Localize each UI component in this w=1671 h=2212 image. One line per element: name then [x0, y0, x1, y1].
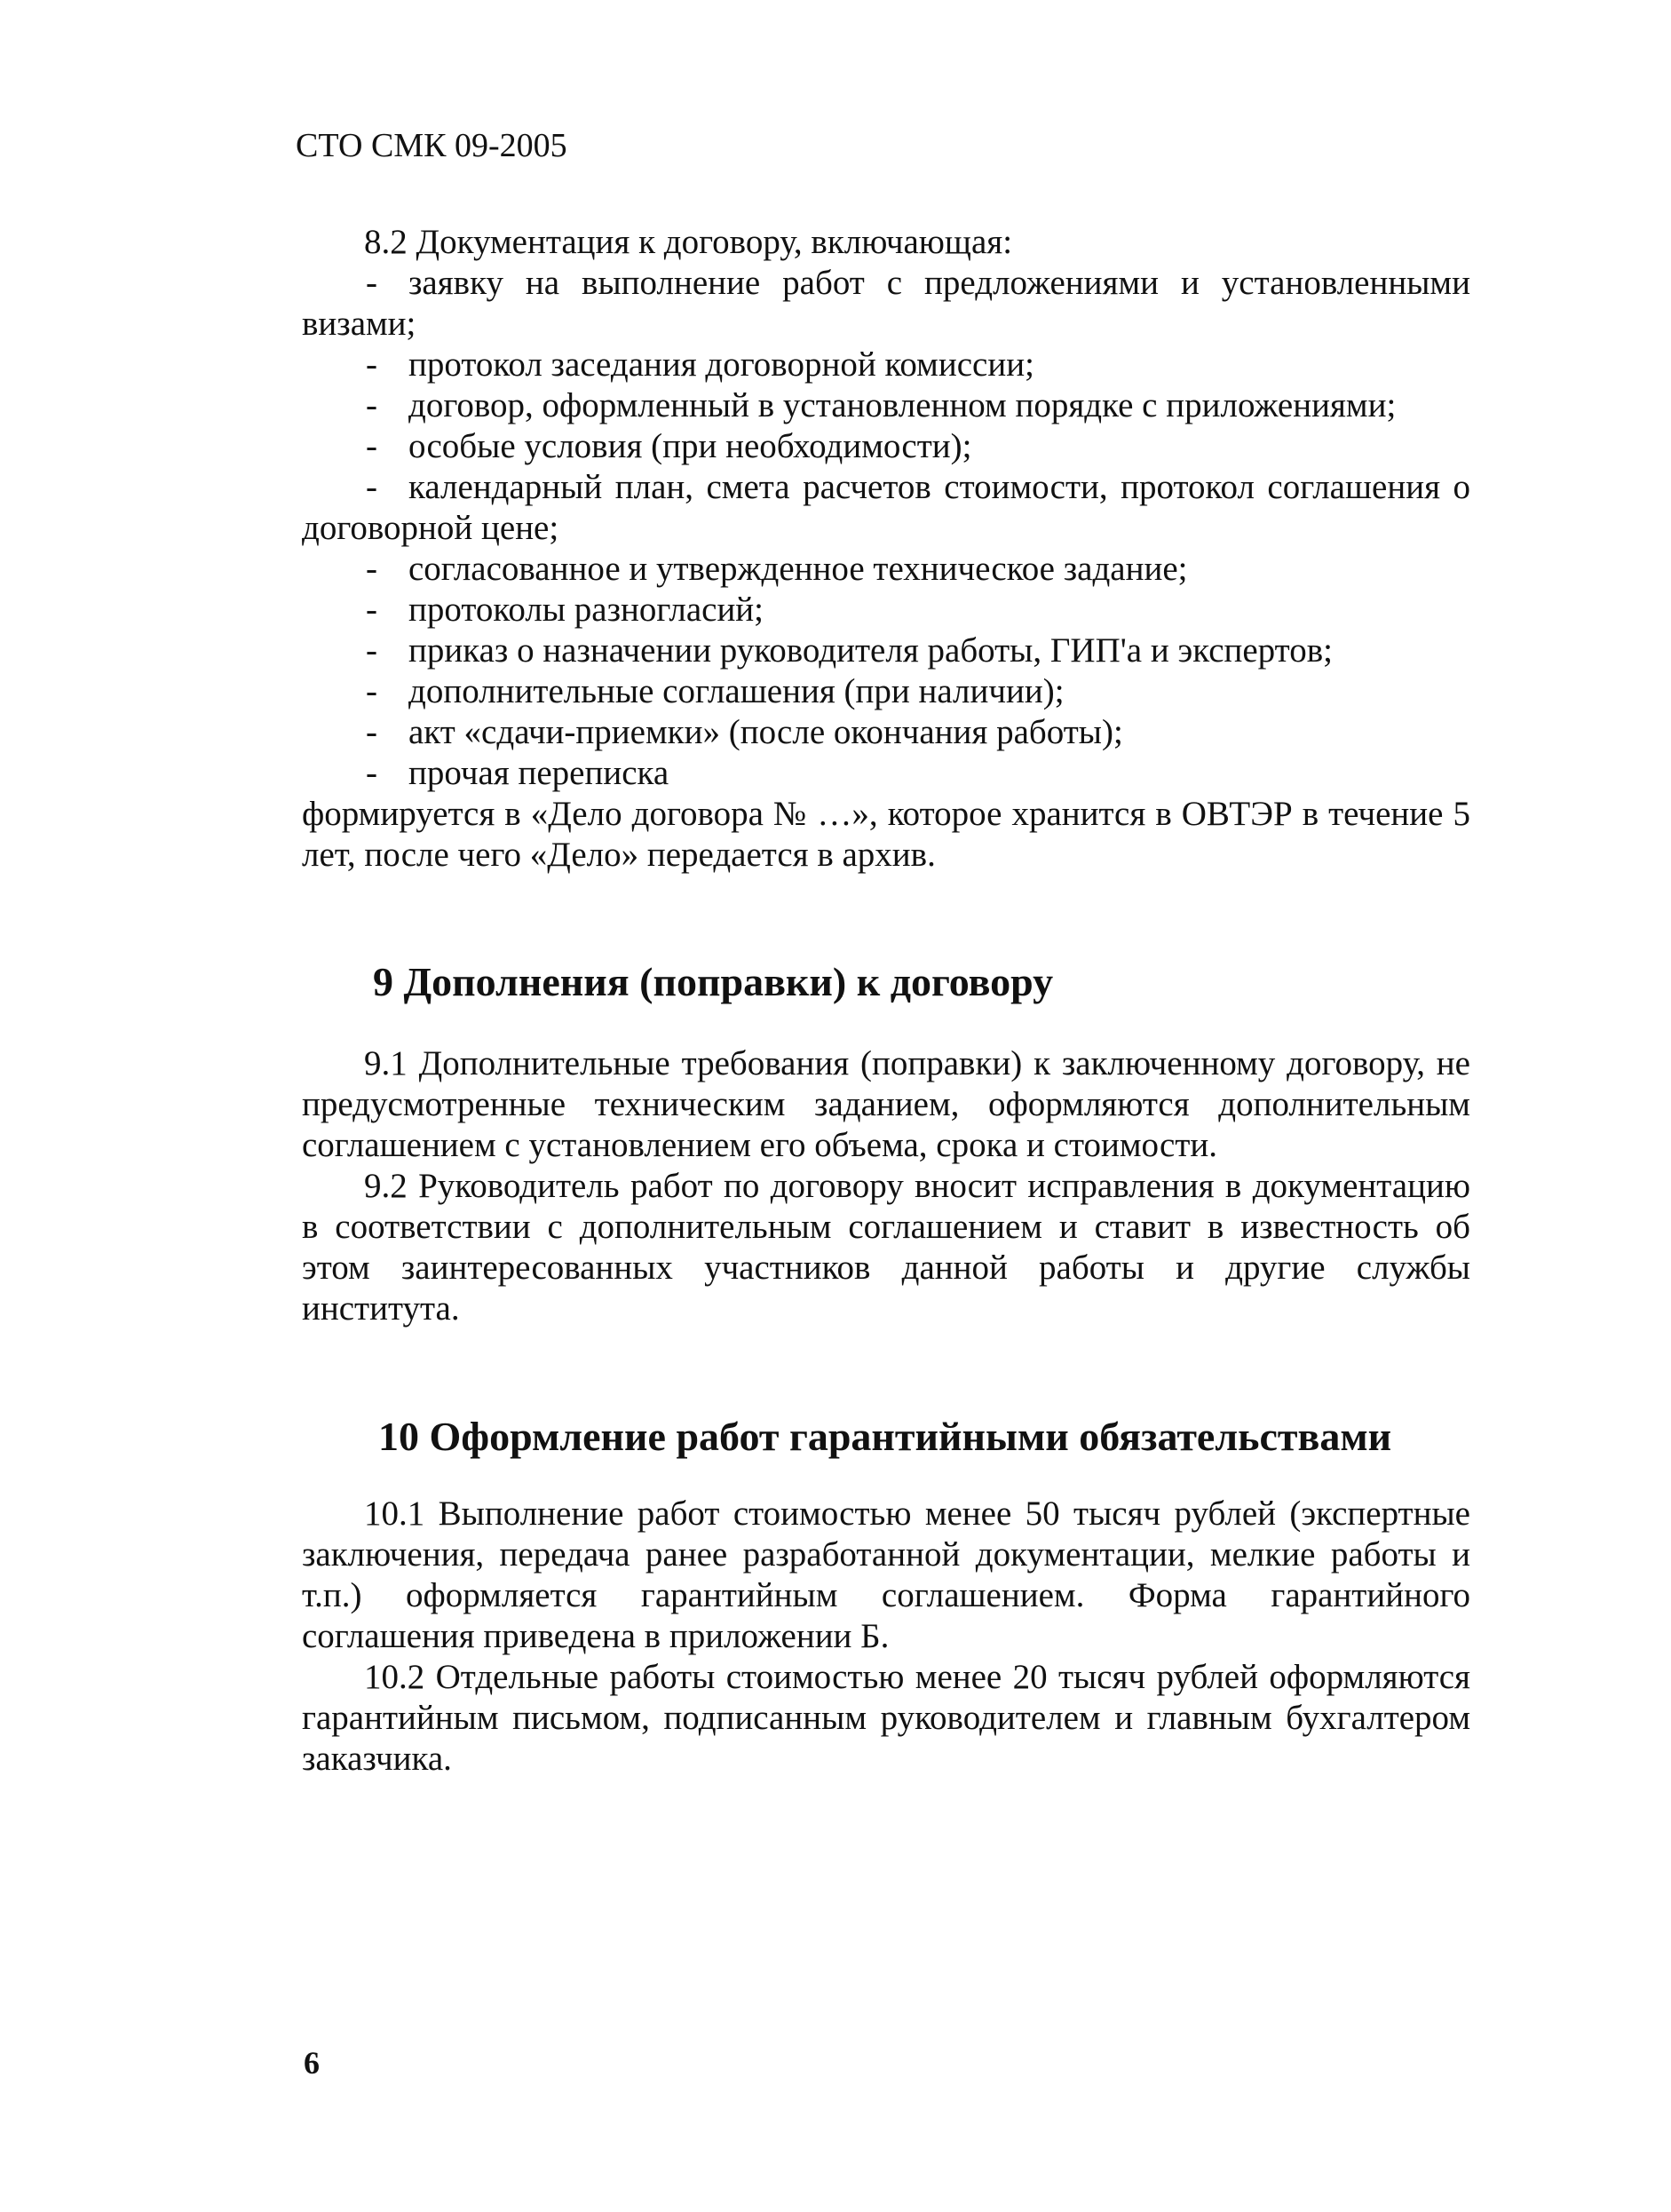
list-item: - прочая переписка: [366, 754, 669, 792]
list-dash: -: [366, 672, 377, 710]
document-code: СТО СМК 09-2005: [296, 127, 567, 164]
list-dash: -: [366, 345, 377, 384]
section-10-body: [302, 1494, 1470, 1780]
list-item: - приказ о назначении руководителя работы, ГИП'а и экспертов;: [366, 631, 1333, 670]
section-8-2-closing: формируется в «Дело договора № …», которое хранится в ОВТЭР в течение 5 лет, после чего «Дело» передается в архив.: [302, 795, 1470, 874]
list-dash: -: [366, 591, 377, 629]
section-9-1: 9.1 Дополнительные требования (поправки) к заключенному договору, не предусмотренные техническим заданием, оформляются дополнительным соглашением с установлением его объема, срока и стоимости.: [302, 1044, 1470, 1164]
list-dash: -: [366, 427, 377, 465]
list-dash: -: [366, 386, 377, 424]
page-number: 6: [304, 2045, 320, 2081]
section-9-body: [302, 1043, 1470, 1329]
section-9-2: 9.2 Руководитель работ по договору вносит исправления в документацию в соответствии с дополнительным соглашением и ставит в известность об этом заинтересованных участников данной работы и другие службы института.: [302, 1167, 1470, 1328]
section-8-2: [302, 222, 1470, 876]
list-item: - договор, оформленный в установленном порядке с приложениями;: [366, 386, 1397, 424]
list-dash: -: [366, 468, 377, 506]
list-item: - календарный план, смета расчетов стоимости, протокол соглашения о договорной цене;: [302, 468, 1470, 547]
list-item: - акт «сдачи-приемки» (после окончания работы);: [366, 713, 1123, 751]
section-10-heading: 10 Оформление работ гарантийными обязательствами: [378, 1414, 1392, 1459]
list-dash: -: [366, 264, 377, 302]
list-item: - заявку на выполнение работ с предложениями и установленными визами;: [302, 264, 1470, 343]
list-dash: -: [366, 631, 377, 670]
section-9-heading: 9 Дополнения (поправки) к договору: [373, 959, 1054, 1004]
list-item: - протоколы разногласий;: [366, 591, 764, 629]
list-dash: -: [366, 713, 377, 751]
section-10-1: 10.1 Выполнение работ стоимостью менее 50 тысяч рублей (экспертные заключения, передача ранее разработанной документации, мелкие работы и т.п.) оформляется гарантийным соглашением. Форма гарантийного соглашения приведена в приложении Б.: [302, 1494, 1470, 1655]
list-dash: -: [366, 550, 377, 588]
section-10-2: 10.2 Отдельные работы стоимостью менее 20 тысяч рублей оформляются гарантийным письмом, подписанным руководителем и главным бухгалтером заказчика.: [302, 1658, 1470, 1778]
documentation-list: [302, 263, 1470, 794]
list-item: - дополнительные соглашения (при наличии);: [366, 672, 1065, 710]
list-item: - согласованное и утвержденное техническое задание;: [366, 550, 1188, 588]
list-item: - протокол заседания договорной комиссии;: [366, 345, 1034, 384]
section-8-2-intro: 8.2 Документация к договору, включающая:: [364, 223, 1013, 261]
list-item: - особые условия (при необходимости);: [366, 427, 972, 465]
list-dash: -: [366, 754, 377, 792]
